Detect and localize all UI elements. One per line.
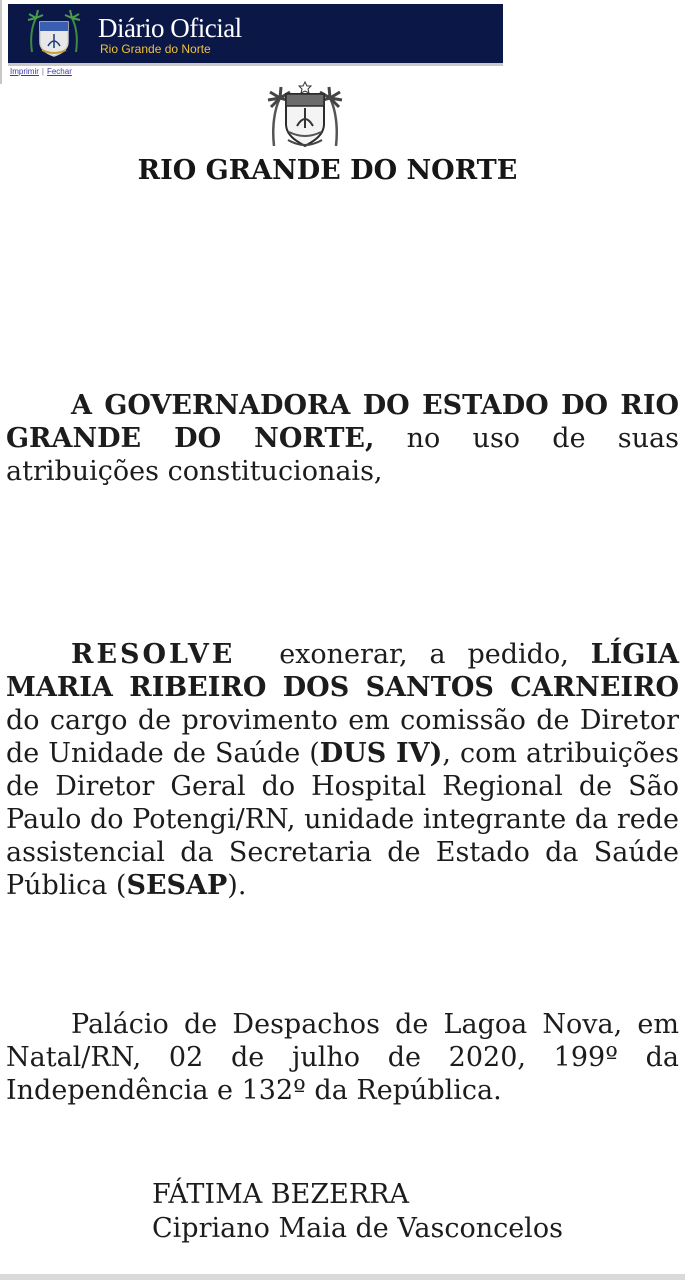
closing-paragraph: [6, 1008, 679, 1107]
signatory-governor: FÁTIMA BEZERRA: [152, 1179, 409, 1210]
resolve-keyword: RESOLVE: [71, 639, 236, 670]
resolution-paragraph: [6, 638, 679, 902]
page-edge-rule: [0, 0, 2, 84]
resolution-text-1: exonerar, a pedido,: [235, 639, 591, 670]
state-title: RIO GRANDE DO NORTE: [137, 155, 518, 186]
state-coat-of-arms-icon: [262, 80, 348, 152]
diario-oficial-banner: [8, 4, 503, 66]
publication-subtitle: Rio Grande do Norte: [100, 42, 211, 56]
closing-text: Palácio de Despachos de Lagoa Nova, em Natal/RN, 02 de julho de 2020, 199º da Independência e 132º da República.: [6, 1009, 679, 1106]
opening-text: no uso de suas atribuições constitucionais,: [6, 423, 680, 487]
resolution-text-4: ).: [227, 870, 247, 901]
position-code: DUS IV): [319, 738, 443, 769]
toolbar-separator: |: [41, 67, 44, 76]
agency-acronym: SESAP: [126, 870, 228, 901]
state-seal-icon: [26, 8, 82, 60]
signatory-secretary: Cipriano Maia de Vasconcelos: [152, 1213, 563, 1244]
page-toolbar: [10, 67, 72, 76]
employee-name: LÍGIA MARIA RIBEIRO DOS SANTOS CARNEIRO: [6, 639, 679, 703]
opening-bold: A GOVERNADORA DO ESTADO DO RIO GRANDE DO NORTE,: [6, 390, 679, 454]
publication-title: Diário Oficial: [98, 13, 242, 43]
resolution-text-2: do cargo de provimento em comissão de Diretor de Unidade de Saúde (: [6, 705, 679, 769]
resolution-text-3: , com atribuições de Diretor Geral do Hospital Regional de São Paulo do Potengi/RN, unidade integrante da rede assistencial da Secretaria de Estado da Saúde Pública (: [6, 738, 679, 901]
print-link[interactable]: Imprimir: [10, 67, 39, 76]
bottom-bar: [0, 1274, 685, 1280]
opening-paragraph: [6, 389, 679, 488]
close-link[interactable]: Fechar: [46, 67, 72, 76]
